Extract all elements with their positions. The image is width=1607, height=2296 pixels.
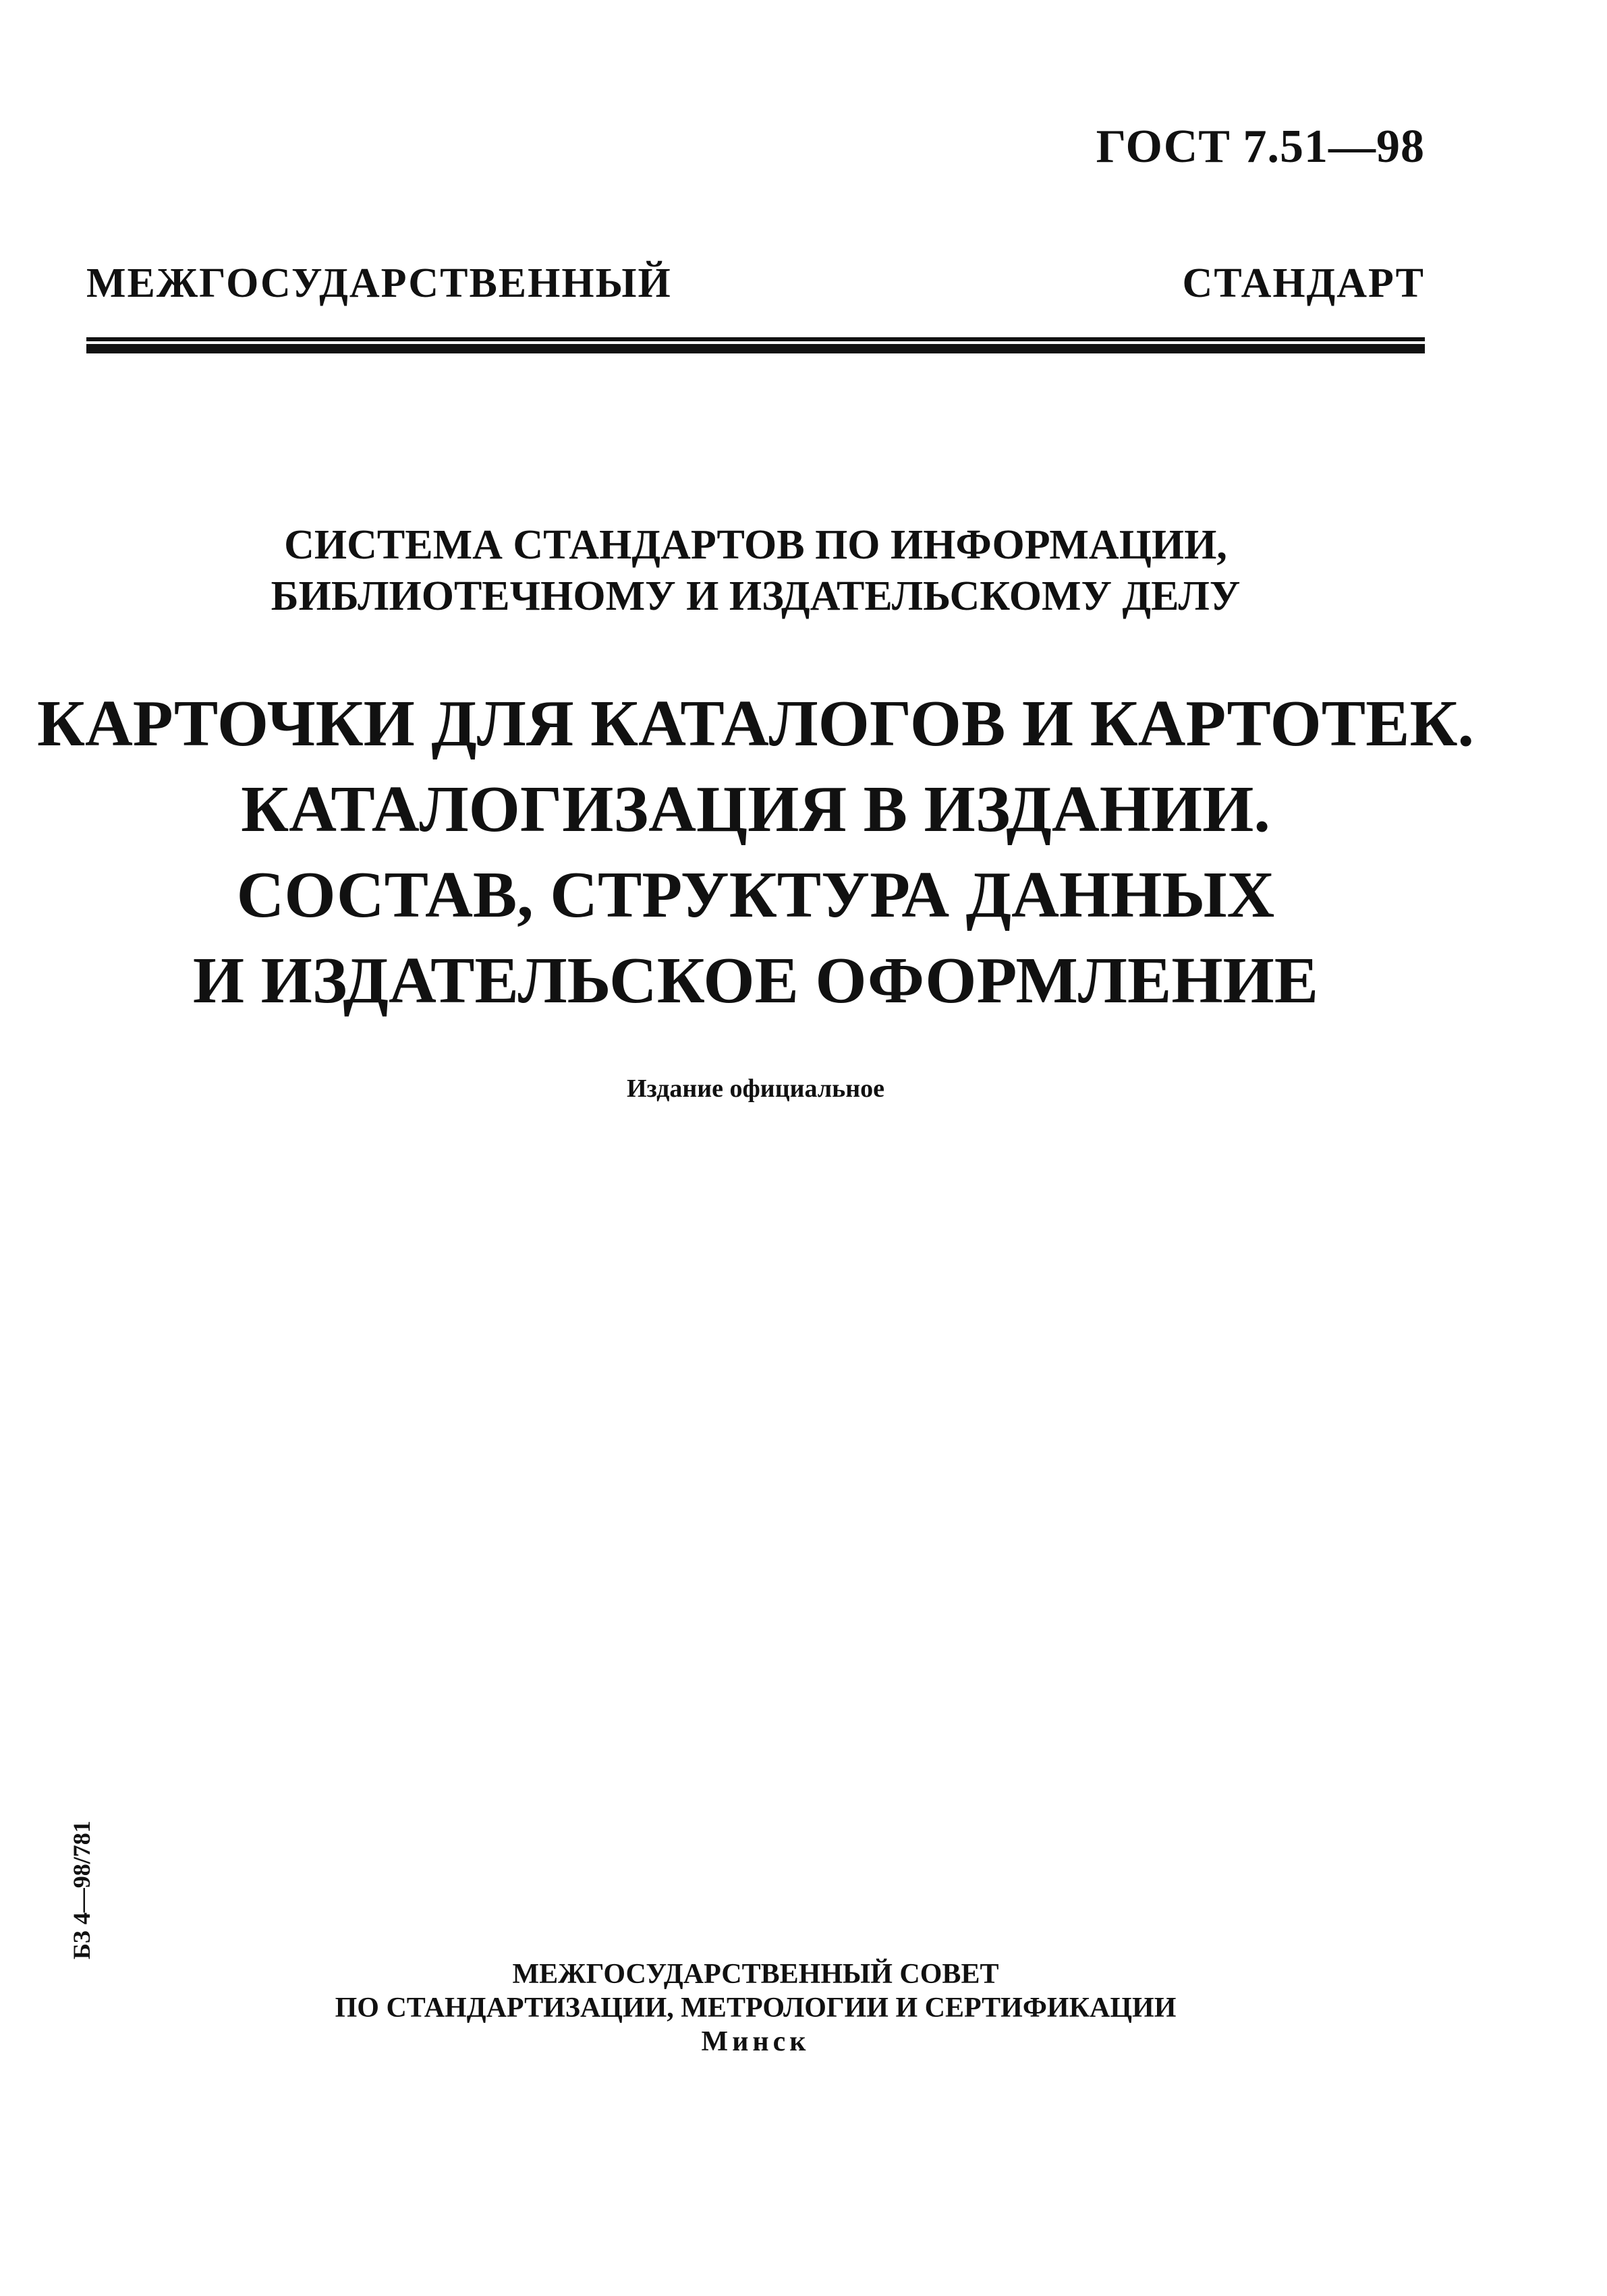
side-catalog-code: БЗ 4—98/781 [68,1820,95,1959]
header-rule-thin [86,337,1425,341]
series-line: БИБЛИОТЕЧНОМУ И ИЗДАТЕЛЬСКОМУ ДЕЛУ [271,573,1241,619]
title-line: И ИЗДАТЕЛЬСКОЕ ОФОРМЛЕНИЕ [192,944,1319,1017]
publisher-block [0,1957,1511,2059]
title-line: КАТАЛОГИЗАЦИЯ В ИЗДАНИИ. [241,773,1270,846]
edition-note: Издание официальное [626,1074,884,1103]
publisher-line: МЕЖГОСУДАРСТВЕННЫЙ СОВЕТ [512,1959,999,1990]
document-title [0,681,1511,1024]
publisher-city: Минск [701,2026,810,2057]
document-code: ГОСТ 7.51—98 [1096,121,1425,173]
header-rule-thick [86,344,1425,353]
title-line: КАРТОЧКИ ДЛЯ КАТАЛОГОВ И КАРТОТЕК. [36,687,1475,760]
series-title [0,519,1511,622]
title-line: СОСТАВ, СТРУКТУРА ДАННЫХ [236,859,1275,931]
publisher-line: ПО СТАНДАРТИЗАЦИИ, МЕТРОЛОГИИ И СЕРТИФИКАЦИИ [335,1992,1177,2024]
series-line: СИСТЕМА СТАНДАРТОВ ПО ИНФОРМАЦИИ, [284,522,1227,568]
standard-header-band: МЕЖГОСУДАРСТВЕННЫЙ СТАНДАРТ [86,260,1425,306]
